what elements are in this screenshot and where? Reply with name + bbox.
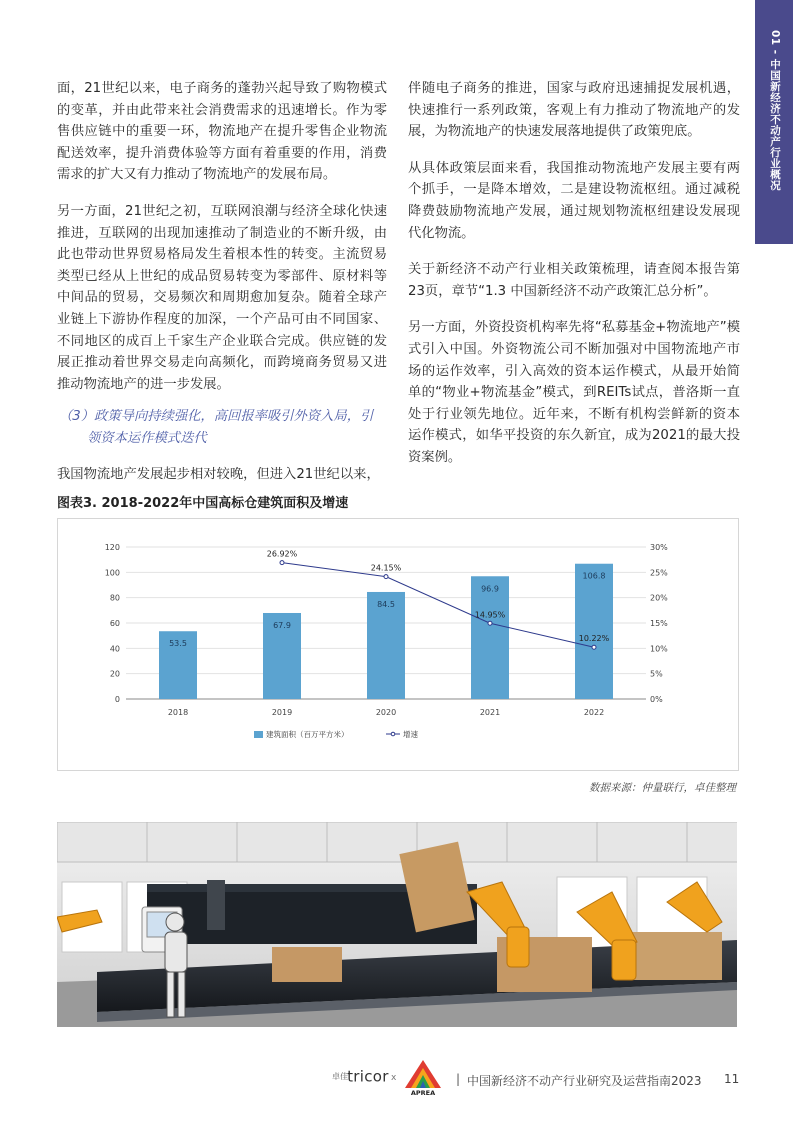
- x-axis-tick-label: 2019: [271, 708, 293, 717]
- right-paragraph-2: 从具体政策层面来看，我国推动物流地产发展主要有两个抓手，一是降本增效，二是建设物流枢纽。通过减税降费鼓励物流地产发展，通过规划物流枢纽建设发展现代化物流。: [408, 160, 740, 241]
- left-axis-tick-label: 0: [114, 695, 120, 704]
- right-paragraph-4: 另一方面，外资投资机构率先将“私募基金+物流地产”模式引入中国。外资物流公司不断加强对中国物流地产市场的运作效率，引入高效的资本运作模式，从最开始简单的“物业+物流基金”模式，到REITs试点，普洛斯一直处于行业领先地位。近年来，不断有机构尝鲜新的资本运作模式，如华平投资的东久新宜，成为2021的最大投资案例。: [408, 320, 740, 465]
- factory-illustration: [57, 822, 737, 1027]
- figure-title: 图表3. 2018-2022年中国高标仓建筑面积及增速: [57, 496, 349, 511]
- aprea-logo: [401, 1058, 445, 1096]
- left-paragraph-1: 面，21世纪以来，电子商务的蓬勃兴起导致了购物模式的变革，并由此带来社会消费需求的迅速增长。作为零售供应链中的重要一环，物流地产在提升零售企业物流配送效率，提升消费体验等方面有着重要的作用，消费需求的扩大又有力推动了物流地产的发展布局。: [57, 81, 387, 183]
- page-footer: [0, 1066, 793, 1096]
- right-axis-tick-label: 30%: [650, 543, 668, 552]
- tricor-logo: [332, 1066, 389, 1094]
- report-title: 中国新经济不动产行业研究及运营指南2023: [467, 1074, 702, 1088]
- data-source-note: 数据来源：仲量联行，卓佳整理: [589, 782, 736, 794]
- bar-value-label: 106.8: [582, 571, 606, 581]
- right-axis-tick-label: 0%: [650, 695, 663, 704]
- left-axis-tick-label: 60: [109, 619, 120, 628]
- chart-container: [57, 518, 739, 771]
- right-paragraph-1: 伴随电子商务的推进，国家与政府迅速捕捉发展机遇，快速推行一系列政策，客观上有力推动了物流地产的发展，为物流地产的快速发展落地提供了政策兜底。: [408, 81, 740, 140]
- side-section-tab: [755, 0, 793, 244]
- bar: [471, 576, 509, 699]
- left-paragraph-2: 另一方面，21世纪之初，互联网浪潮与经济全球化快速推进，互联网的出现加速推动了制造业的不断升级，由此也带动世界贸易格局发生着根本性的转变。主流贸易类型已经从上世纪的成品贸易转变为零部件、原材料等中间品的贸易，交易频次和周期愈加复杂。随着全球产业链上下游协作程度的加深，一个产品可由不同国家、不同地区的成百上千家生产企业联合完成。供应链的发展正推动着世界交易走向高频化，而跨境商务贸易又进推动物流地产的进一步发展。: [57, 203, 387, 392]
- legend-bar-swatch: [254, 731, 263, 738]
- section-subheading: [57, 406, 387, 449]
- left-axis-tick-label: 120: [104, 543, 120, 552]
- tricor-wordmark: tricor: [347, 1067, 389, 1086]
- right-text-column: [408, 78, 740, 484]
- left-paragraph-3: 我国物流地产发展起步相对较晚，但进入21世纪以来，: [57, 466, 380, 482]
- x-axis-tick-label: 2018: [167, 708, 189, 717]
- legend-line-marker: [391, 732, 395, 736]
- growth-line-series: [282, 563, 594, 648]
- left-text-column: [57, 78, 387, 500]
- right-axis-tick-label: 20%: [650, 593, 668, 603]
- x-axis-tick-label: 2020: [375, 708, 397, 717]
- bar-value-label: 67.9: [273, 620, 291, 630]
- aprea-triangle-icon: [401, 1058, 445, 1096]
- aprea-wordmark: APREA: [410, 1089, 436, 1096]
- bar: [575, 564, 613, 699]
- bar-value-label: 53.5: [169, 639, 187, 649]
- factory-robot-arms-image: [57, 822, 737, 1027]
- page-number: 11: [724, 1072, 740, 1086]
- growth-value-label: 26.92%: [266, 549, 298, 559]
- right-axis-tick-label: 25%: [650, 568, 668, 578]
- bar-value-label: 96.9: [481, 584, 499, 594]
- subheading-line-2: 领资本运作模式迭代: [87, 430, 207, 446]
- growth-value-label: 10.22%: [578, 634, 610, 644]
- x-axis-tick-label: 2022: [583, 708, 605, 717]
- left-axis-tick-label: 20: [109, 669, 120, 679]
- left-axis-tick-label: 100: [104, 568, 120, 578]
- footer-separator: |: [456, 1072, 461, 1086]
- legend-line-label: 增速: [403, 730, 418, 739]
- right-paragraph-3: 关于新经济不动产行业相关政策梳理，请查阅本报告第23页，章节“1.3 中国新经济不动产政策汇总分析”。: [408, 262, 740, 299]
- growth-point: [280, 561, 284, 565]
- right-axis-tick-label: 5%: [650, 669, 663, 679]
- left-axis-tick-label: 80: [109, 593, 120, 603]
- legend-bar-label: 建筑面积（百万平方米）: [266, 730, 349, 739]
- growth-value-label: 14.95%: [474, 610, 506, 620]
- growth-point: [488, 621, 492, 625]
- growth-point: [384, 575, 388, 579]
- side-tab-label: 01 - 中国新经济不动产行业概况: [769, 30, 781, 191]
- left-axis-tick-label: 40: [109, 644, 120, 654]
- x-axis-tick-label: 2021: [479, 708, 501, 717]
- growth-point: [592, 645, 596, 649]
- subheading-line-1: （3）政策导向持续强化，高回报率吸引外资入局，引: [59, 409, 374, 425]
- logo-x-mark: x: [391, 1073, 397, 1083]
- bar-value-label: 84.5: [377, 599, 395, 609]
- growth-value-label: 24.15%: [370, 563, 402, 573]
- right-axis-tick-label: 10%: [650, 644, 668, 654]
- tricor-seal-mark: 卓佳: [332, 1072, 348, 1081]
- right-axis-tick-label: 15%: [650, 619, 668, 628]
- bar-line-chart: [58, 519, 740, 772]
